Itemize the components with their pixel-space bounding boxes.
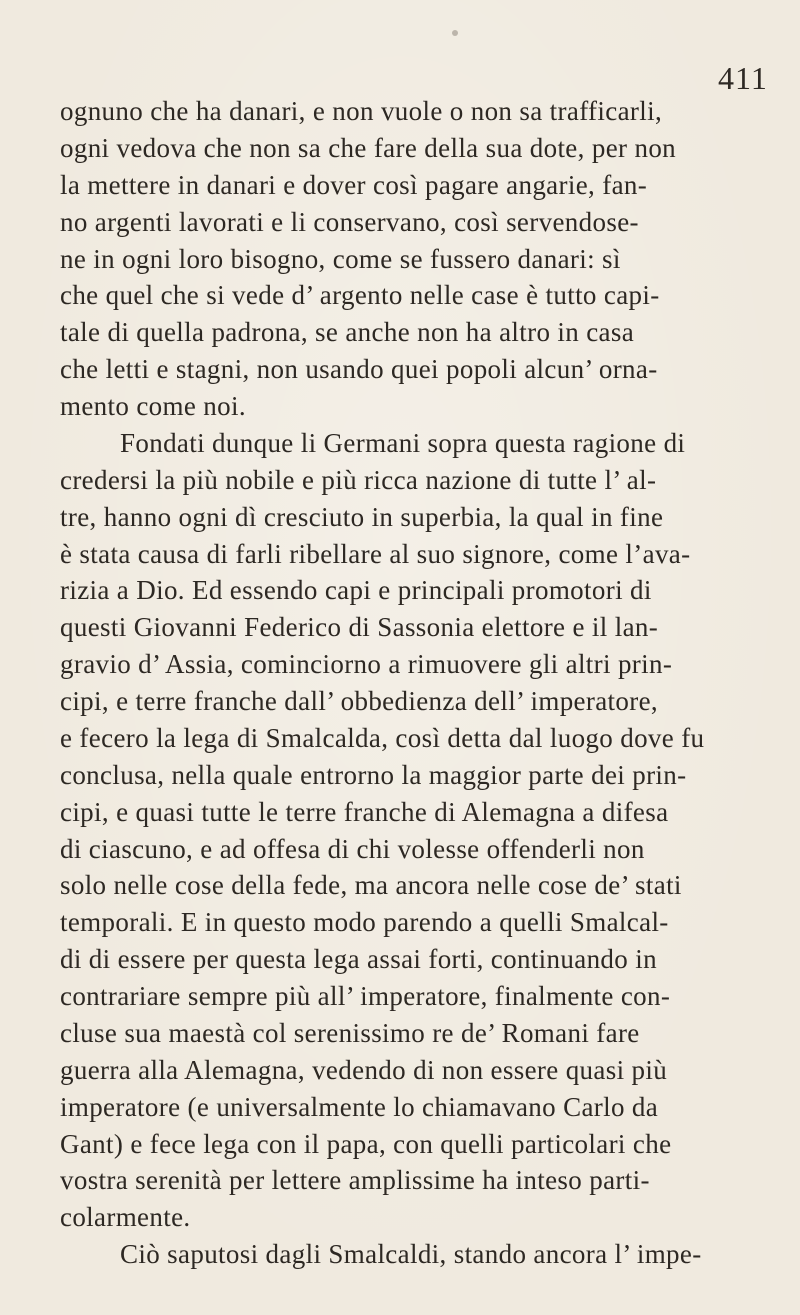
text-line: tale di quella padrona, se anche non ha altro in casa: [60, 317, 635, 347]
text-line: e fecero la lega di Smalcalda, così detta dal luogo dove fu: [60, 723, 705, 753]
text-line: cipi, e quasi tutte le terre franche di Alemagna a difesa: [60, 797, 669, 827]
text-line: solo nelle cose della fede, ma ancora nelle cose de’ stati: [60, 870, 682, 900]
text-line: guerra alla Alemagna, vedendo di non essere quasi più: [60, 1055, 668, 1085]
text-line: che letti e stagni, non usando quei popoli alcun’ orna-: [60, 354, 658, 384]
text-line: no argenti lavorati e li conservano, così servendose-: [60, 207, 639, 237]
text-line: Ciò saputosi dagli Smalcaldi, stando ancora l’ impe-: [120, 1239, 702, 1269]
text-line: vostra serenità per lettere amplissime ha inteso parti-: [60, 1165, 650, 1195]
text-line: cluse sua maestà col serenissimo re de’ Romani fare: [60, 1018, 640, 1048]
text-line: rizia a Dio. Ed essendo capi e principali promotori di: [60, 575, 652, 605]
text-line: colarmente.: [60, 1202, 191, 1232]
text-line: tre, hanno ogni dì cresciuto in superbia, la qual in fine: [60, 502, 664, 532]
text-line: ne in ogni loro bisogno, come se fussero danari: sì: [60, 244, 621, 274]
text-line: di ciascuno, e ad offesa di chi volesse offenderli non: [60, 834, 645, 864]
text-line: di di essere per questa lega assai forti, continuando in: [60, 944, 657, 974]
text-line: cipi, e terre franche dall’ obbedienza dell’ imperatore,: [60, 686, 659, 716]
text-line: è stata causa di farli ribellare al suo signore, come l’ava-: [60, 539, 691, 569]
text-line: imperatore (e universalmente lo chiamavano Carlo da: [60, 1092, 659, 1122]
text-line: conclusa, nella quale entrorno la maggior parte dei prin-: [60, 760, 687, 790]
text-line: questi Giovanni Federico di Sassonia elettore e il lan-: [60, 612, 659, 642]
text-line: la mettere in danari e dover così pagare angarie, fan-: [60, 170, 648, 200]
text-line: ognuno che ha danari, e non vuole o non sa trafficarli,: [60, 96, 663, 126]
text-line: temporali. E in questo modo parendo a quelli Smalcal-: [60, 907, 669, 937]
page-number: 411: [718, 60, 768, 96]
text-line: mento come noi.: [60, 391, 246, 421]
text-line: ogni vedova che non sa che fare della sua dote, per non: [60, 133, 677, 163]
text-line: contrariare sempre più all’ imperatore, finalmente con-: [60, 981, 671, 1011]
text-line: credersi la più nobile e più ricca nazione di tutte l’ al-: [60, 465, 657, 495]
text-line: Gant) e fece lega con il papa, con quelli particolari che: [60, 1129, 672, 1159]
text-line: gravio d’ Assia, cominciorno a rimuovere gli altri prin-: [60, 649, 673, 679]
ink-spot: [452, 30, 458, 36]
text-line: che quel che si vede d’ argento nelle case è tutto capi-: [60, 280, 660, 310]
text-line: Fondati dunque li Germani sopra questa ragione di: [120, 428, 686, 458]
